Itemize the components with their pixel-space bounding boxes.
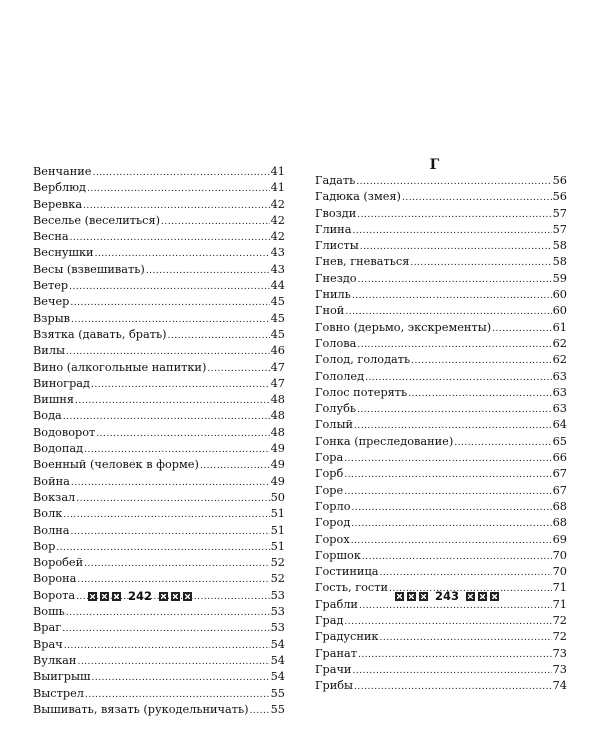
ornament-icon xyxy=(183,592,192,601)
dot-leader xyxy=(365,370,552,386)
entry-term: Гость, гости xyxy=(315,581,389,595)
entry-term: Голый xyxy=(315,418,353,432)
entry-term: Водопад xyxy=(33,442,84,456)
entry-page-number: 42 xyxy=(270,197,285,211)
entry-term: Вышивать, вязать (рукодельничать) xyxy=(33,702,249,716)
index-entry xyxy=(33,343,285,359)
entry-page-number: 64 xyxy=(552,418,567,432)
entry-page-number: 54 xyxy=(270,637,285,651)
index-entry xyxy=(315,564,567,580)
entry-term: Говно (дерьмо, экскременты) xyxy=(315,320,492,334)
entry-term: Вошь xyxy=(33,605,65,619)
dot-leader xyxy=(63,507,269,523)
dot-leader xyxy=(492,321,552,337)
entry-page-number: 50 xyxy=(270,490,285,504)
index-entry xyxy=(33,311,285,327)
entry-term: Выстрел xyxy=(33,686,84,700)
entry-page-number: 54 xyxy=(270,653,285,667)
entry-term: Ворона xyxy=(33,572,77,586)
index-entry xyxy=(33,571,285,587)
index-entry xyxy=(315,385,567,401)
dot-leader xyxy=(56,540,269,556)
entry-page-number: 60 xyxy=(552,288,567,302)
ornament-icon xyxy=(171,592,180,601)
entry-term: Голубь xyxy=(315,402,357,416)
entry-page-number: 71 xyxy=(552,581,567,595)
entry-page-number: 42 xyxy=(270,230,285,244)
ornament-icon xyxy=(159,592,168,601)
entry-page-number: 70 xyxy=(552,565,567,579)
dot-leader xyxy=(161,214,270,230)
index-entry xyxy=(33,441,285,457)
dot-leader xyxy=(63,409,270,425)
ornament-icon xyxy=(407,592,416,601)
index-entry xyxy=(33,653,285,669)
index-entry xyxy=(33,490,285,506)
index-entry xyxy=(315,499,567,515)
dot-leader xyxy=(77,654,269,670)
entry-term: Весна xyxy=(33,230,69,244)
index-entry xyxy=(33,506,285,522)
entry-page-number: 67 xyxy=(552,483,567,497)
index-entry xyxy=(33,702,285,718)
dot-leader xyxy=(70,295,269,311)
entry-page-number: 44 xyxy=(270,279,285,293)
entry-term: Грибы xyxy=(315,679,354,693)
entry-page-number: 58 xyxy=(552,239,567,253)
dot-leader xyxy=(66,344,270,360)
index-entry xyxy=(33,197,285,213)
dot-leader xyxy=(96,426,269,442)
entry-page-number: 67 xyxy=(552,467,567,481)
index-entry xyxy=(33,278,285,294)
entry-term: Волк xyxy=(33,507,63,521)
entry-term: Голод, голодать xyxy=(315,353,411,367)
entry-page-number: 55 xyxy=(270,686,285,700)
dot-leader xyxy=(200,458,270,474)
dot-leader xyxy=(75,393,270,409)
entry-term: Гадать xyxy=(315,174,356,187)
entry-term: Веревка xyxy=(33,197,83,211)
entry-term: Гной xyxy=(315,304,345,318)
entry-term: Воробей xyxy=(33,556,84,570)
index-list-left xyxy=(33,164,285,718)
dot-leader xyxy=(344,451,551,467)
index-entry xyxy=(33,213,285,229)
entry-term: Горло xyxy=(315,499,351,513)
entry-page-number: 48 xyxy=(270,393,285,407)
entry-page-number: 62 xyxy=(552,336,567,350)
entry-term: Грабли xyxy=(315,597,358,611)
index-entry xyxy=(33,457,285,473)
entry-page-number: 43 xyxy=(270,262,285,276)
entry-page-number: 45 xyxy=(270,327,285,341)
index-entry xyxy=(315,629,567,645)
index-entry xyxy=(33,474,285,490)
entry-term: Верблюд xyxy=(33,181,86,195)
entry-page-number: 58 xyxy=(552,255,567,269)
entry-page-number: 51 xyxy=(270,523,285,537)
index-entry xyxy=(33,245,285,261)
dot-leader xyxy=(85,687,270,703)
entry-page-number: 49 xyxy=(270,442,285,456)
dot-leader xyxy=(351,533,552,549)
entry-term: Гниль xyxy=(315,288,351,302)
dot-leader xyxy=(83,198,270,214)
right-page xyxy=(300,0,600,750)
ornament-icon xyxy=(419,592,428,601)
index-entry xyxy=(315,336,567,352)
dot-leader xyxy=(250,703,270,719)
index-entry xyxy=(315,189,567,205)
index-entry xyxy=(315,303,567,319)
entry-term: Вода xyxy=(33,409,62,423)
index-entry xyxy=(33,164,285,180)
entry-term: Ворота xyxy=(33,588,76,602)
entry-term: Горе xyxy=(315,483,344,497)
entry-page-number: 65 xyxy=(552,434,567,448)
entry-term: Враг xyxy=(33,621,62,635)
entry-term: Вишня xyxy=(33,393,74,407)
entry-page-number: 70 xyxy=(552,548,567,562)
entry-page-number: 52 xyxy=(270,556,285,570)
dot-leader xyxy=(352,223,551,239)
index-entry xyxy=(33,669,285,685)
entry-page-number: 43 xyxy=(270,246,285,260)
entry-term: Вокзал xyxy=(33,490,76,504)
dot-leader xyxy=(354,418,552,434)
entry-term: Взятка (давать, брать) xyxy=(33,327,167,341)
index-entry xyxy=(33,376,285,392)
dot-leader xyxy=(402,190,552,206)
entry-term: Горох xyxy=(315,532,350,546)
dot-leader xyxy=(351,516,551,532)
index-entry xyxy=(33,327,285,343)
section-letter-heading: Г xyxy=(429,157,441,173)
entry-term: Военный (человек в форме) xyxy=(33,458,199,472)
entry-term: Водоворот xyxy=(33,425,96,439)
entry-term: Вулкан xyxy=(33,653,77,667)
entry-term: Вино (алкогольные напитки) xyxy=(33,360,207,374)
dot-leader xyxy=(410,255,551,271)
dot-leader xyxy=(76,491,269,507)
index-entry xyxy=(33,425,285,441)
entry-page-number: 55 xyxy=(270,702,285,716)
entry-term: Весы (взвешивать) xyxy=(33,262,145,276)
page-footer-right xyxy=(395,589,499,603)
dot-leader xyxy=(69,279,269,295)
entry-page-number: 49 xyxy=(270,458,285,472)
dot-leader xyxy=(358,647,552,663)
entry-page-number: 68 xyxy=(552,516,567,530)
entry-page-number: 57 xyxy=(552,222,567,236)
entry-page-number: 54 xyxy=(270,670,285,684)
dot-leader xyxy=(344,484,551,500)
dot-leader xyxy=(354,679,552,695)
entry-term: Голова xyxy=(315,336,357,350)
entry-term: Веснушки xyxy=(33,246,94,260)
entry-page-number: 61 xyxy=(552,320,567,334)
dot-leader xyxy=(356,174,551,190)
entry-page-number: 56 xyxy=(552,174,567,187)
entry-page-number: 68 xyxy=(552,499,567,513)
dot-leader xyxy=(71,524,270,540)
index-entry xyxy=(315,646,567,662)
entry-term: Вор xyxy=(33,539,56,553)
entry-page-number: 71 xyxy=(552,597,567,611)
index-entry xyxy=(33,620,285,636)
index-entry xyxy=(315,515,567,531)
index-entry xyxy=(33,637,285,653)
entry-page-number: 63 xyxy=(552,385,567,399)
index-entry xyxy=(33,555,285,571)
dot-leader xyxy=(357,337,551,353)
index-entry xyxy=(315,271,567,287)
entry-page-number: 42 xyxy=(270,213,285,227)
dot-leader xyxy=(87,181,270,197)
index-entry xyxy=(315,466,567,482)
entry-term: Венчание xyxy=(33,165,92,178)
entry-page-number: 47 xyxy=(270,376,285,390)
dot-leader xyxy=(71,475,270,491)
entry-page-number: 52 xyxy=(270,572,285,586)
dot-leader xyxy=(358,272,552,288)
entry-term: Гадюка (змея) xyxy=(315,190,401,204)
ornament-icon xyxy=(88,592,97,601)
dot-leader xyxy=(411,353,551,369)
dot-leader xyxy=(344,614,551,630)
index-entry xyxy=(315,401,567,417)
index-entry xyxy=(33,360,285,376)
index-entry xyxy=(315,320,567,336)
entry-page-number: 56 xyxy=(552,190,567,204)
entry-term: Гонка (преследование) xyxy=(315,434,454,448)
entry-term: Гнев, гневаться xyxy=(315,255,410,269)
index-entry xyxy=(315,417,567,433)
entry-page-number: 63 xyxy=(552,402,567,416)
entry-term: Вечер xyxy=(33,295,70,309)
entry-page-number: 49 xyxy=(270,474,285,488)
page-number: 242 xyxy=(128,589,153,603)
entry-term: Горб xyxy=(315,467,344,481)
entry-term: Горшок xyxy=(315,548,361,562)
index-entry xyxy=(315,662,567,678)
index-entry xyxy=(315,238,567,254)
entry-page-number: 45 xyxy=(270,311,285,325)
entry-page-number: 45 xyxy=(270,295,285,309)
page-number: 243 xyxy=(435,589,460,603)
index-entry xyxy=(315,483,567,499)
index-entry xyxy=(315,222,567,238)
index-entry xyxy=(315,678,567,694)
entry-term: Глисты xyxy=(315,239,359,253)
index-entry xyxy=(315,613,567,629)
ornament-icon xyxy=(490,592,499,601)
dot-leader xyxy=(345,304,551,320)
index-entry xyxy=(33,539,285,555)
index-entry xyxy=(33,686,285,702)
entry-term: Ветер xyxy=(33,279,69,293)
index-entry xyxy=(315,434,567,450)
dot-leader xyxy=(454,435,551,451)
entry-term: Гранат xyxy=(315,646,357,660)
ornament-icon xyxy=(395,592,404,601)
entry-term: Город xyxy=(315,516,351,530)
index-entry xyxy=(315,548,567,564)
dot-leader xyxy=(95,246,270,262)
dot-leader xyxy=(91,377,270,393)
entry-page-number: 41 xyxy=(270,165,285,178)
dot-leader xyxy=(70,230,270,246)
dot-leader xyxy=(84,556,269,572)
entry-page-number: 60 xyxy=(552,304,567,318)
entry-term: Выигрыш xyxy=(33,670,91,684)
entry-page-number: 53 xyxy=(270,588,285,602)
dot-leader xyxy=(84,442,270,458)
entry-page-number: 41 xyxy=(270,181,285,195)
entry-term: Волна xyxy=(33,523,70,537)
entry-page-number: 57 xyxy=(552,206,567,220)
page-footer-left xyxy=(88,589,192,603)
entry-page-number: 48 xyxy=(270,409,285,423)
index-entry xyxy=(33,229,285,245)
index-entry xyxy=(33,294,285,310)
entry-page-number: 48 xyxy=(270,425,285,439)
dot-leader xyxy=(62,621,269,637)
dot-leader xyxy=(77,572,269,588)
entry-page-number: 53 xyxy=(270,621,285,635)
entry-term: Градусник xyxy=(315,630,379,644)
index-entry xyxy=(33,604,285,620)
entry-term: Взрыв xyxy=(33,311,71,325)
dot-leader xyxy=(380,630,552,646)
dot-leader xyxy=(352,288,552,304)
ornament-icon xyxy=(100,592,109,601)
index-entry xyxy=(315,369,567,385)
entry-page-number: 69 xyxy=(552,532,567,546)
dot-leader xyxy=(360,239,552,255)
dot-leader xyxy=(91,670,269,686)
index-list-right xyxy=(315,173,567,695)
entry-term: Веселье (веселиться) xyxy=(33,213,161,227)
entry-page-number: 72 xyxy=(552,630,567,644)
entry-page-number: 74 xyxy=(552,679,567,693)
dot-leader xyxy=(357,402,552,418)
index-entry xyxy=(315,352,567,368)
entry-page-number: 46 xyxy=(270,344,285,358)
entry-term: Гвозди xyxy=(315,206,357,220)
entry-page-number: 59 xyxy=(552,271,567,285)
entry-term: Вилы xyxy=(33,344,65,358)
dot-leader xyxy=(71,312,270,328)
index-entry xyxy=(33,392,285,408)
dot-leader xyxy=(352,663,551,679)
entry-term: Гора xyxy=(315,451,344,465)
entry-page-number: 53 xyxy=(270,605,285,619)
index-entry xyxy=(33,523,285,539)
ornament-icon xyxy=(466,592,475,601)
index-entry xyxy=(315,254,567,270)
dot-leader xyxy=(362,549,552,565)
entry-page-number: 73 xyxy=(552,646,567,660)
dot-leader xyxy=(146,263,270,279)
dot-leader xyxy=(64,638,270,654)
dot-leader xyxy=(66,605,270,621)
entry-term: Глина xyxy=(315,222,352,236)
dot-leader xyxy=(344,467,551,483)
entry-term: Война xyxy=(33,474,70,488)
index-entry xyxy=(33,262,285,278)
entry-term: Голос потерять xyxy=(315,385,408,399)
entry-page-number: 72 xyxy=(552,614,567,628)
entry-page-number: 73 xyxy=(552,662,567,676)
entry-term: Виноград xyxy=(33,376,91,390)
ornament-icon xyxy=(112,592,121,601)
dot-leader xyxy=(168,328,270,344)
dot-leader xyxy=(207,361,269,377)
entry-term: Гнездо xyxy=(315,271,357,285)
dot-leader xyxy=(357,207,551,223)
dot-leader xyxy=(352,500,552,516)
index-entry xyxy=(33,180,285,196)
index-entry xyxy=(315,173,567,189)
index-entry xyxy=(315,287,567,303)
entry-page-number: 51 xyxy=(270,539,285,553)
entry-term: Грачи xyxy=(315,662,352,676)
dot-leader xyxy=(408,386,551,402)
dot-leader xyxy=(92,165,269,181)
index-entry xyxy=(33,408,285,424)
entry-page-number: 51 xyxy=(270,507,285,521)
entry-term: Гостиница xyxy=(315,565,379,579)
ornament-icon xyxy=(478,592,487,601)
entry-page-number: 62 xyxy=(552,353,567,367)
entry-page-number: 63 xyxy=(552,369,567,383)
entry-term: Гололед xyxy=(315,369,365,383)
dot-leader xyxy=(379,565,551,581)
entry-term: Врач xyxy=(33,637,63,651)
entry-page-number: 47 xyxy=(270,360,285,374)
entry-term: Град xyxy=(315,614,344,628)
index-entry xyxy=(315,450,567,466)
entry-page-number: 66 xyxy=(552,451,567,465)
index-entry xyxy=(315,532,567,548)
index-entry xyxy=(315,206,567,222)
